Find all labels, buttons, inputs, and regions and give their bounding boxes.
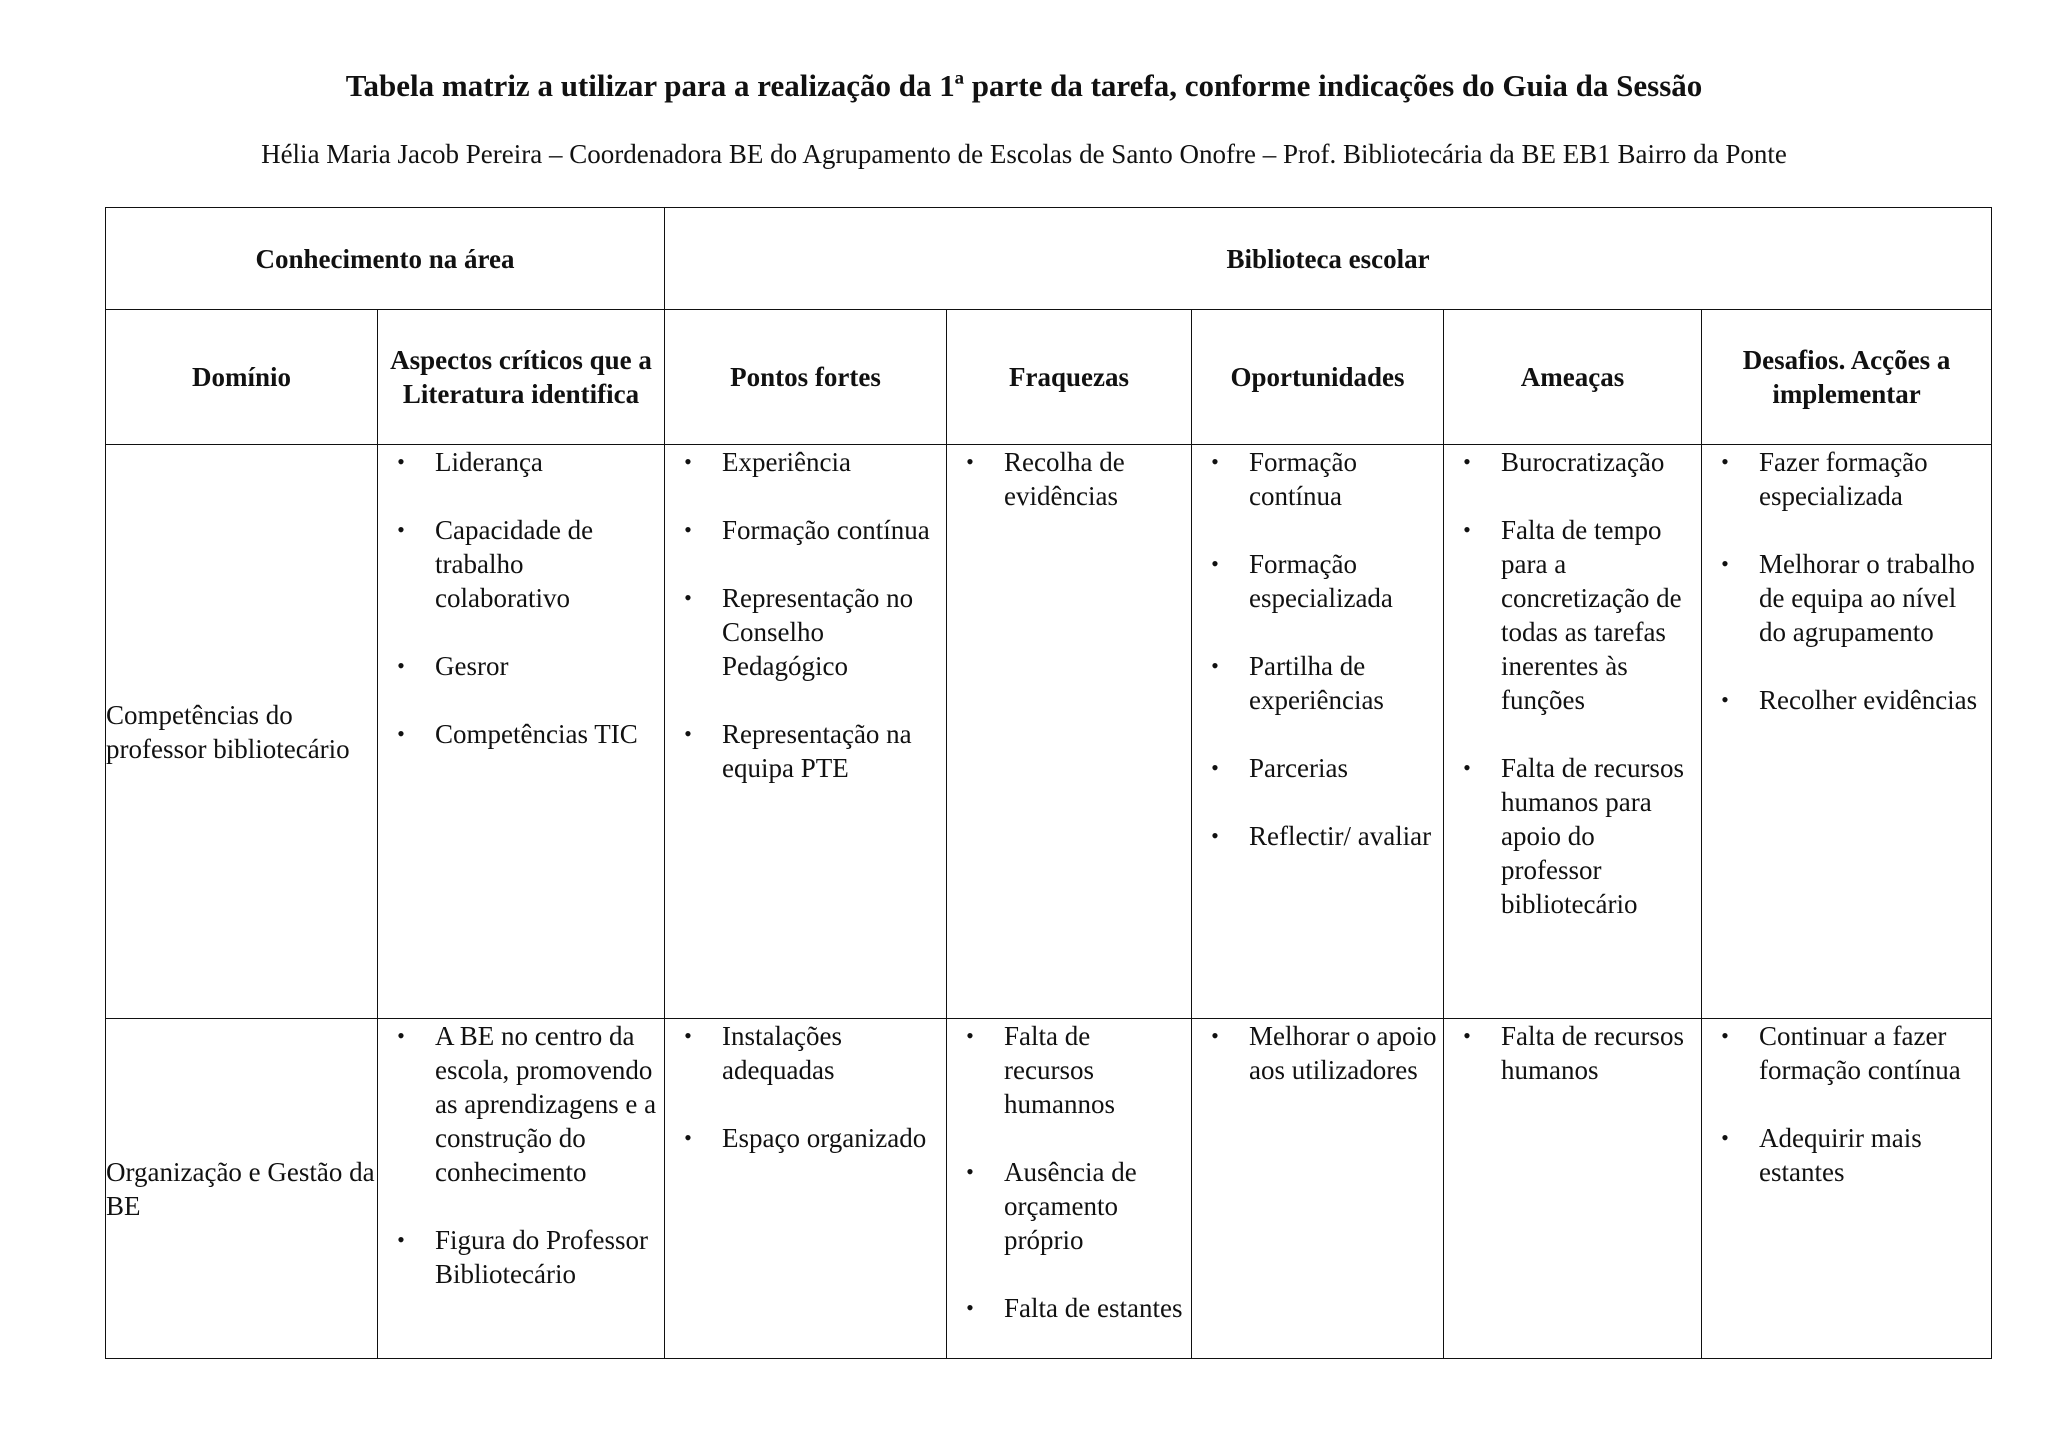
list-item: [665, 1019, 946, 1087]
aspectos-list: [378, 1019, 664, 1291]
bullet-icon: •: [1721, 449, 1729, 474]
desafios-cell: [1702, 1019, 1992, 1359]
group-header-knowledge: Conhecimento na área: [106, 208, 665, 310]
list-item: [378, 1019, 664, 1189]
aspectos-cell: [378, 445, 665, 1019]
list-item: [665, 1121, 946, 1155]
list-item-text: Adequirir mais estantes: [1759, 1123, 1922, 1187]
bullet-icon: •: [1211, 653, 1219, 678]
list-item-text: Representação na equipa PTE: [722, 719, 912, 783]
bullet-icon: •: [397, 1023, 405, 1048]
list-item: [1192, 445, 1443, 513]
domain-cell: Organização e Gestão da BE: [106, 1019, 378, 1359]
group-header-library: Biblioteca escolar: [665, 208, 1992, 310]
bullet-icon: •: [684, 517, 692, 542]
table-row: [106, 1019, 1992, 1359]
column-header-ameacas: Ameaças: [1444, 310, 1702, 445]
bullet-icon: •: [966, 449, 974, 474]
list-item-text: Formação especializada: [1249, 549, 1393, 613]
list-item-text: Melhorar o trabalho de equipa ao nível do agrupamento: [1759, 549, 1975, 647]
bullet-icon: •: [966, 1295, 974, 1320]
group-header-row: [106, 208, 1992, 310]
aspectos-cell: [378, 1019, 665, 1359]
column-header-desafios: Desafios. Acções a implementar: [1702, 310, 1992, 445]
list-item-text: Formação contínua: [722, 515, 930, 545]
list-item-text: Capacidade de trabalho colaborativo: [435, 515, 594, 613]
list-item-text: Continuar a fazer formação contínua: [1759, 1021, 1961, 1085]
bullet-icon: •: [684, 1125, 692, 1150]
column-header-aspectos: Aspectos críticos que a Literatura identifica: [378, 310, 665, 445]
column-header-row: [106, 310, 1992, 445]
list-item: [665, 581, 946, 683]
bullet-icon: •: [684, 449, 692, 474]
list-item: [378, 649, 664, 683]
list-item-text: Burocratização: [1501, 447, 1665, 477]
list-item-text: Instalações adequadas: [722, 1021, 842, 1085]
bullet-icon: •: [397, 653, 405, 678]
ameacas-list: [1444, 1019, 1701, 1087]
column-header-fraquezas: Fraquezas: [947, 310, 1192, 445]
list-item-text: Falta de recursos humanos para apoio do professor bibliotecário: [1501, 753, 1684, 919]
list-item: [665, 513, 946, 547]
bullet-icon: •: [1211, 1023, 1219, 1048]
list-item: [1192, 649, 1443, 717]
oportunidades-cell: [1192, 445, 1444, 1019]
document-title: Tabela matriz a utilizar para a realização da 1ª parte da tarefa, conforme indicações do Guia da Sessão: [345, 68, 1703, 103]
bullet-icon: •: [684, 1023, 692, 1048]
bullet-icon: •: [1463, 449, 1471, 474]
pontos-fortes-cell: [665, 1019, 947, 1359]
list-item-text: Gesror: [435, 651, 509, 681]
bullet-icon: •: [1211, 755, 1219, 780]
list-item-text: Fazer formação especializada: [1759, 447, 1928, 511]
list-item-text: Experiência: [722, 447, 851, 477]
fraquezas-cell: [947, 1019, 1192, 1359]
list-item: [1192, 547, 1443, 615]
list-item: [947, 1019, 1191, 1121]
list-item-text: Representação no Conselho Pedagógico: [722, 583, 914, 681]
bullet-icon: •: [1721, 687, 1729, 712]
list-item: [1702, 445, 1991, 513]
list-item: [1444, 445, 1701, 479]
ameacas-list: [1444, 445, 1701, 921]
column-header-oportunidades: Oportunidades: [1192, 310, 1444, 445]
list-item: [665, 717, 946, 785]
bullet-icon: •: [684, 721, 692, 746]
list-item-text: Falta de recursos humanos: [1501, 1021, 1684, 1085]
aspectos-list: [378, 445, 664, 751]
list-item-text: Reflectir/ avaliar: [1249, 821, 1432, 851]
list-item: [378, 1223, 664, 1291]
list-item: [947, 1291, 1191, 1325]
fraquezas-list: [947, 445, 1191, 513]
list-item: [1444, 513, 1701, 717]
bullet-icon: •: [397, 449, 405, 474]
bullet-icon: •: [397, 1227, 405, 1252]
domain-cell: Competências do professor bibliotecário: [106, 445, 378, 1019]
bullet-icon: •: [1211, 449, 1219, 474]
list-item-text: Recolher evidências: [1759, 685, 1978, 715]
table-row: [106, 445, 1992, 1019]
ameacas-cell: [1444, 1019, 1702, 1359]
list-item: [947, 1155, 1191, 1257]
bullet-icon: •: [1721, 1125, 1729, 1150]
bullet-icon: •: [1463, 1023, 1471, 1048]
list-item-text: Espaço organizado: [722, 1123, 927, 1153]
list-item-text: Falta de recursos humannos: [1004, 1021, 1116, 1119]
bullet-icon: •: [1463, 755, 1471, 780]
list-item: [1702, 547, 1991, 649]
list-item: [1192, 819, 1443, 853]
list-item: [665, 445, 946, 479]
list-item-text: Recolha de evidências: [1004, 447, 1125, 511]
list-item: [378, 445, 664, 479]
bullet-icon: •: [1721, 551, 1729, 576]
pontos-fortes-list: [665, 1019, 946, 1155]
list-item: [1444, 751, 1701, 921]
list-item-text: A BE no centro da escola, promovendo as aprendizagens e a construção do conhecimento: [435, 1021, 657, 1187]
list-item-text: Melhorar o apoio aos utilizadores: [1249, 1021, 1437, 1085]
fraquezas-list: [947, 1019, 1191, 1325]
bullet-icon: •: [397, 721, 405, 746]
list-item-text: Figura do Professor Bibliotecário: [435, 1225, 648, 1289]
column-header-pontos-fortes: Pontos fortes: [665, 310, 947, 445]
bullet-icon: •: [966, 1023, 974, 1048]
list-item: [1702, 1121, 1991, 1189]
column-header-dominio: Domínio: [106, 310, 378, 445]
list-item-text: Ausência de orçamento próprio: [1004, 1157, 1137, 1255]
list-item: [1192, 1019, 1443, 1087]
bullet-icon: •: [1211, 551, 1219, 576]
list-item: [378, 717, 664, 751]
list-item-text: Formação contínua: [1249, 447, 1357, 511]
bullet-icon: •: [966, 1159, 974, 1184]
desafios-cell: [1702, 445, 1992, 1019]
list-item-text: Parcerias: [1249, 753, 1348, 783]
list-item: [1192, 751, 1443, 785]
bullet-icon: •: [1721, 1023, 1729, 1048]
matrix-table: [105, 207, 1992, 1359]
bullet-icon: •: [1463, 517, 1471, 542]
pontos-fortes-cell: [665, 445, 947, 1019]
oportunidades-list: [1192, 1019, 1443, 1087]
document-subtitle: Hélia Maria Jacob Pereira – Coordenadora BE do Agrupamento de Escolas de Santo Onofre – Prof. Bibliotecária da BE EB1 Bairro da Ponte: [261, 139, 1787, 169]
list-item-text: Liderança: [435, 447, 543, 477]
bullet-icon: •: [397, 517, 405, 542]
bullet-icon: •: [684, 585, 692, 610]
list-item: [1444, 1019, 1701, 1087]
list-item: [378, 513, 664, 615]
fraquezas-cell: [947, 445, 1192, 1019]
bullet-icon: •: [1211, 823, 1219, 848]
list-item-text: Falta de estantes: [1004, 1293, 1183, 1323]
list-item-text: Partilha de experiências: [1249, 651, 1384, 715]
pontos-fortes-list: [665, 445, 946, 785]
list-item-text: Falta de tempo para a concretização de todas as tarefas inerentes às funções: [1501, 515, 1682, 715]
ameacas-cell: [1444, 445, 1702, 1019]
desafios-list: [1702, 445, 1991, 717]
list-item: [1702, 683, 1991, 717]
oportunidades-cell: [1192, 1019, 1444, 1359]
list-item-text: Competências TIC: [435, 719, 638, 749]
desafios-list: [1702, 1019, 1991, 1189]
oportunidades-list: [1192, 445, 1443, 853]
list-item: [1702, 1019, 1991, 1087]
list-item: [947, 445, 1191, 513]
